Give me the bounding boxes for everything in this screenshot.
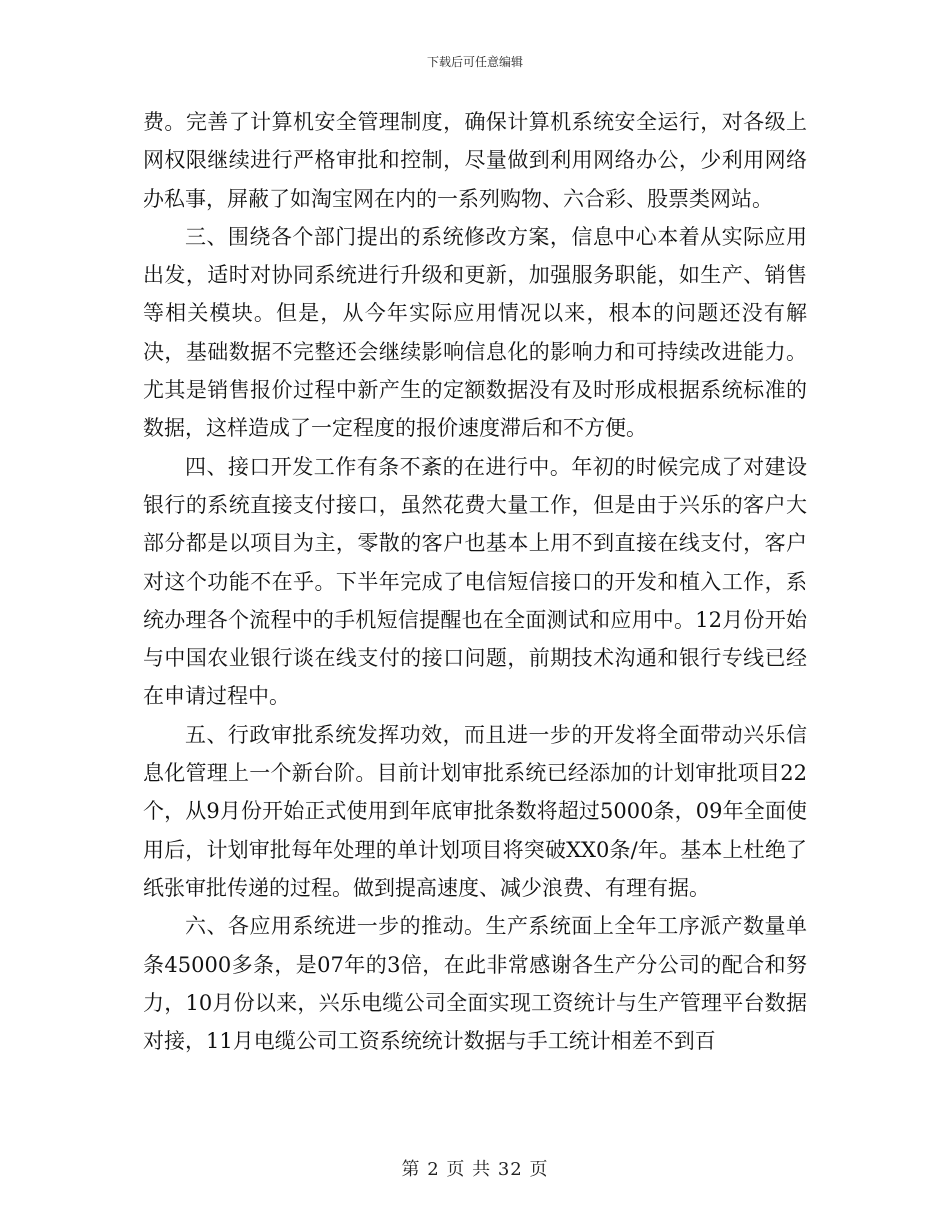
document-body [143, 103, 807, 1060]
paragraph-item-5: 五、行政审批系统发挥功效，而且进一步的开发将全面带动兴乐信息化管理上一个新台阶。目前计划审批系统已经添加的计划审批项目22个，从9月份开始正式使用到年底审批条数将超过5000条，09年全面使用后，计划审批每年处理的单计划项目将突破XX0条/年。基本上杜绝了纸张审批传递的过程。做到提高速度、减少浪费、有理有据。 [143, 722, 807, 900]
paragraph-continuation: 费。完善了计算机安全管理制度，确保计算机系统安全运行，对各级上网权限继续进行严格审批和控制，尽量做到利用网络办公，少利用网络办私事，屏蔽了如淘宝网在内的一系列购物、六合彩、股票类网站。 [143, 110, 807, 211]
paragraph-item-3: 三、围绕各个部门提出的系统修改方案，信息中心本着从实际应用出发，适时对协同系统进行升级和更新，加强服务职能，如生产、销售等相关模块。但是，从今年实际应用情况以来，根本的问题还没有解决，基础数据不完整还会继续影响信息化的影响力和可持续改进能力。尤其是销售报价过程中新产生的定额数据没有及时形成根据系统标准的数据，这样造成了一定程度的报价速度滞后和不方便。 [143, 224, 807, 441]
page-header: 下载后可任意编辑 [426, 55, 523, 69]
page-number-footer: 第 2 页 共 32 页 [401, 1159, 549, 1180]
paragraph-item-4: 四、接口开发工作有条不紊的在进行中。年初的时候完成了对建设银行的系统直接支付接口，虽然花费大量工作，但是由于兴乐的客户大部分都是以项目为主，零散的客户也基本上用不到直接在线支付，客户对这个功能不在乎。下半年完成了电信短信接口的开发和植入工作，系统办理各个流程中的手机短信提醒也在全面测试和应用中。12月份开始与中国农业银行谈在线支付的接口问题，前期技术沟通和银行专线已经在申请过程中。 [143, 454, 807, 709]
paragraph-item-6: 六、各应用系统进一步的推动。生产系统面上全年工序派产数量单条45000多条，是07年的3倍，在此非常感谢各生产分公司的配合和努力，10月份以来，兴乐电缆公司全面实现工资统计与生产管理平台数据对接，11月电缆公司工资系统统计数据与手工统计相差不到百 [143, 914, 807, 1054]
